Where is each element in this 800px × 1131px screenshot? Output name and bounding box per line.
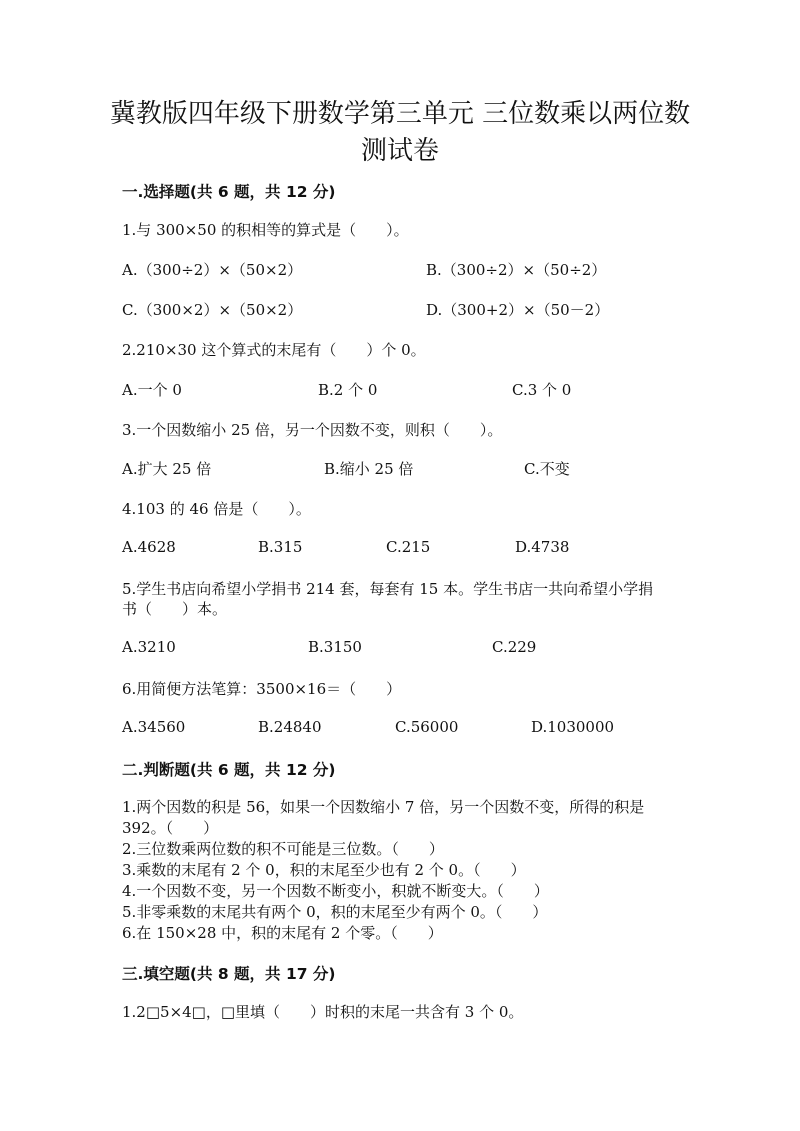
judgment-item: 1.两个因数的积是 56，如果一个因数缩小 7 倍，另一个因数不变，所得的积是 (122, 798, 645, 816)
section-heading-choice: 一.选择题(共 6 题，共 12 分) (122, 183, 336, 201)
question-5: 5.学生书店向希望小学捐书 214 套，每套有 15 本。学生书店一共向希望小学捐 (122, 580, 654, 598)
option-5a: A.3210 (122, 638, 176, 656)
option-5b: B.3150 (308, 638, 362, 656)
option-4a: A.4628 (122, 538, 176, 556)
option-1c: C.（300×2）×（50×2） (122, 301, 303, 319)
option-1d: D.（300+2）×（50－2） (426, 301, 610, 319)
page-title-line2: 测试卷 (360, 136, 439, 166)
section-heading-judgment: 二.判断题(共 6 题，共 12 分) (122, 761, 336, 779)
option-4d: D.4738 (515, 538, 570, 556)
page-title: 冀教版四年级下册数学第三单元 三位数乘以两位数 (109, 99, 691, 129)
option-6d: D.1030000 (531, 718, 615, 736)
option-2c: C.3 个 0 (512, 381, 572, 399)
question-5-line2: 书（ ）本。 (122, 600, 228, 618)
option-3b: B.缩小 25 倍 (324, 460, 414, 478)
judgment-item: 392。（ ） (122, 819, 219, 837)
fill-item: 1.2□5×4□，□里填（ ）时积的末尾一共含有 3 个 0。 (122, 1003, 524, 1021)
option-6b: B.24840 (258, 718, 322, 736)
option-6c: C.56000 (395, 718, 459, 736)
question-3: 3.一个因数缩小 25 倍，另一个因数不变，则积（ ）。 (122, 421, 503, 439)
option-2b: B.2 个 0 (318, 381, 378, 399)
judgment-item: 3.乘数的末尾有 2 个 0，积的末尾至少也有 2 个 0。（ ） (122, 861, 526, 879)
option-2a: A.一个 0 (122, 381, 182, 399)
question-6: 6.用简便方法笔算：3500×16＝（ ） (122, 680, 402, 698)
judgment-item: 4.一个因数不变，另一个因数不断变小，积就不断变大。（ ） (122, 882, 549, 900)
option-4c: C.215 (386, 538, 431, 556)
option-3c: C.不变 (524, 460, 570, 478)
option-4b: B.315 (258, 538, 303, 556)
option-5c: C.229 (492, 638, 537, 656)
option-6a: A.34560 (122, 718, 186, 736)
option-3a: A.扩大 25 倍 (122, 460, 212, 478)
option-1b: B.（300÷2）×（50÷2） (426, 261, 607, 279)
question-2: 2.210×30 这个算式的末尾有（ ）个 0。 (122, 341, 426, 359)
section-heading-fill: 三.填空题(共 8 题，共 17 分) (122, 965, 336, 983)
option-1a: A.（300÷2）×（50×2） (122, 261, 303, 279)
judgment-item: 6.在 150×28 中，积的末尾有 2 个零。（ ） (122, 924, 443, 942)
question-1: 1.与 300×50 的积相等的算式是（ ）。 (122, 221, 409, 239)
question-4: 4.103 的 46 倍是（ ）。 (122, 500, 311, 518)
judgment-item: 2.三位数乘两位数的积不可能是三位数。（ ） (122, 840, 444, 858)
judgment-item: 5.非零乘数的末尾共有两个 0，积的末尾至少有两个 0。（ ） (122, 903, 548, 921)
